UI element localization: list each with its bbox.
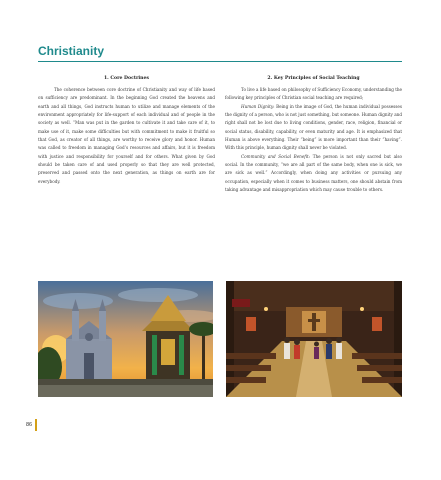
community-paragraph	[225, 153, 402, 195]
human-dignity-lead: Human Dignity	[241, 103, 274, 109]
core-doctrines-heading: 1. Core Doctrines	[103, 76, 150, 81]
page-title: Christianity	[38, 44, 105, 58]
community-lead: Community and Social Benefit	[241, 153, 309, 159]
human-dignity-text: : Being in the image of God, the human individual possesses the dignity of a person, who is not just something, but someone. Human dignity and right shall not be lost due to living conditions, gender, race, religion, financial or social status, disability, capability, or even maturity and age. It is emphasized that Human is above everything. Their “being” is more important than their “having”. With this principle, human dignity shall never be violated.	[225, 103, 402, 151]
human-dignity-paragraph	[225, 103, 402, 153]
left-column	[38, 76, 215, 186]
core-doctrines-paragraph: The coherence between core doctrine of Christianity and way of life based on sufficiency are predominant. In the beginning God created the heavens and earth and all things, God instructs human to utilize and manage elements of the environment appropriately for life-support of each individual and of people in the society as well. “Man was put in the garden to cultivate it and take care of it, to make use of it, make some difficulties but with commitment to make it fruitful so that God, as creator of all things, are worthy to receive glory and honor. Human was called to freedom in managing God’s resources and affairs, but it is freedom with justice and responsibility for yourself and for others. What given by God should be taken care of and used properly so that they are well protected, preserved and passed onto the next generation, as things on earth are for everybody.	[38, 87, 215, 184]
page-number-accent-bar	[35, 419, 37, 431]
community-text: : The person is not only sacred but also social. In the community, “we are all part of the same body, when one is sick, we are sick as well.” Accordingly, when doing any activities or pursuing any occupation, especially when it comes to business matters, one should abstain from taking advantage and misappropriation which may cause trouble to others.	[225, 153, 402, 193]
church-exterior-photo	[38, 281, 213, 397]
page-number: 86	[26, 422, 33, 428]
church-interior-photo	[226, 281, 402, 397]
social-teaching-heading: 2. Key Principles of Social Teaching	[267, 76, 360, 81]
title-underline	[38, 61, 402, 62]
right-column	[225, 76, 402, 194]
social-teaching-intro: To live a life based on philosophy of Sufficiency Economy, understanding the following key principles of Christian social teaching are required;	[225, 87, 402, 101]
